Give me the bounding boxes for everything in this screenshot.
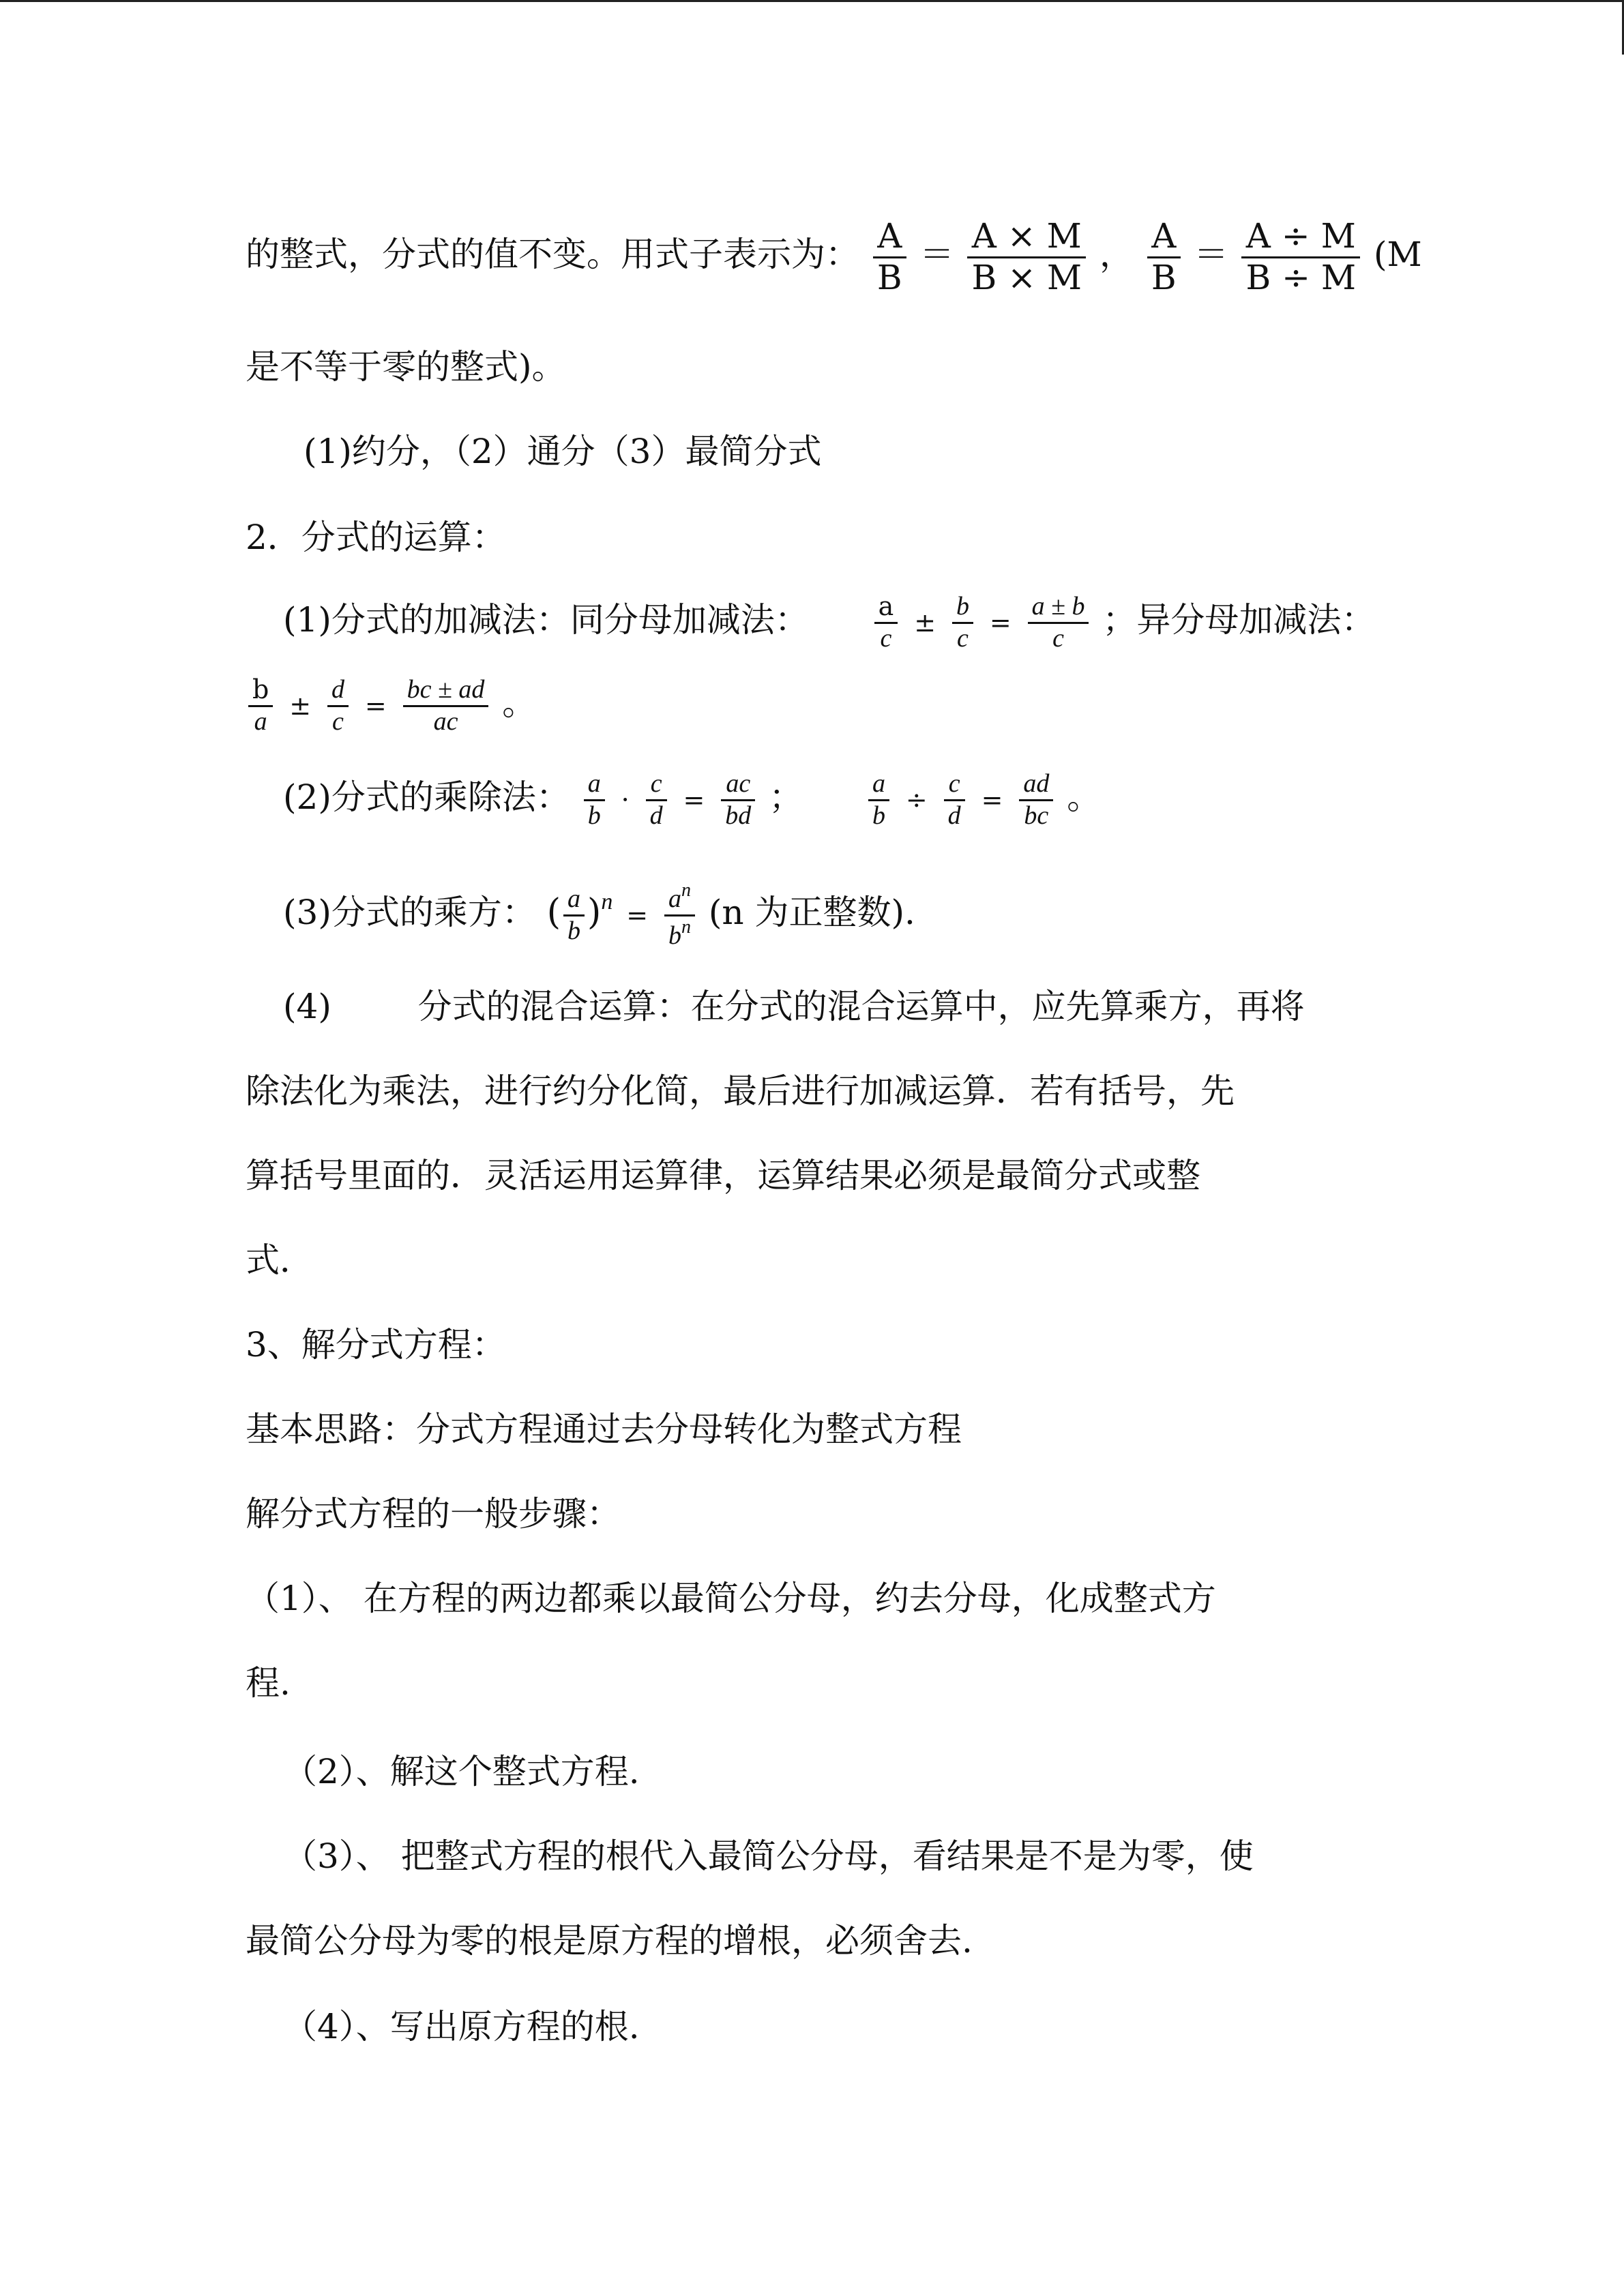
text-tail: (M xyxy=(1374,235,1422,274)
equals: = xyxy=(989,608,1012,638)
fraction-a-over-c: $\frac{a}{c}$ xyxy=(874,592,898,653)
open-paren: ( xyxy=(546,892,561,934)
line-18: （2）、解这个整式方程. xyxy=(283,1752,640,1791)
text: (2)分式的乘除法： xyxy=(283,777,570,818)
fraction-a-pm-b-over-c: $\frac{a \pm b}{c}$ xyxy=(1028,592,1089,653)
equals-sign: ＝ xyxy=(1194,235,1228,274)
comma: ， xyxy=(1099,235,1134,274)
equals: = xyxy=(364,691,387,721)
text: 分式的混合运算：在分式的混合运算中，应先算乘方，再将 xyxy=(417,987,1305,1026)
dot: · xyxy=(621,785,630,816)
fraction-ac-over-bd: $\frac{ac}{bd}$ xyxy=(721,769,755,831)
plus-minus: ± xyxy=(914,608,936,638)
line-20: 最简公分母为零的根是原方程的增根，必须舍去. xyxy=(246,1921,973,1960)
fraction-b-over-c: $\frac{b}{c}$ xyxy=(952,592,973,653)
text: 。 xyxy=(1067,777,1102,818)
line-15: 解分式方程的一般步骤： xyxy=(246,1494,621,1534)
divide: ÷ xyxy=(905,785,928,816)
line-fraction-property xyxy=(246,217,1422,297)
item-number: (4) xyxy=(283,987,331,1026)
line-mul-div xyxy=(283,769,1101,831)
fraction-bc-pm-ad-over-ac: $\frac{bc \pm ad}{ac}$ xyxy=(403,675,489,736)
fraction-c-over-d: $\frac{c}{d}$ xyxy=(646,769,667,831)
text: (3)分式的乘方： xyxy=(283,893,536,933)
text: 的整式，分式的值不变。用式子表示为： xyxy=(246,235,859,274)
line-4-heading: 2．分式的运算： xyxy=(246,518,506,557)
line-11: 算括号里面的．灵活运用运算律，运算结果必须是最简分式或整 xyxy=(246,1156,1200,1195)
line-14: 基本思路：分式方程通过去分母转化为整式方程 xyxy=(246,1410,962,1449)
line-17: 程. xyxy=(246,1663,291,1703)
close-paren: ) xyxy=(587,892,602,934)
fraction-a-div-m-over-b-div-m: $\frac{A \div M}{B \div M}$ xyxy=(1241,217,1360,297)
fraction-a-over-b: $\frac{A}{B}$ xyxy=(873,217,906,297)
line-16: （1）、 在方程的两边都乘以最简公分母，约去分母，化成整式方 xyxy=(246,1579,1216,1618)
fraction-a-over-b: $\frac{a}{b}$ xyxy=(563,884,585,946)
line-10: 除法化为乘法，进行约分化简，最后进行加减运算．若有括号，先 xyxy=(246,1071,1235,1111)
text: (n 为正整数). xyxy=(708,893,915,933)
line-19: （3）、 把整式方程的根代入最简公分母，看结果是不是为零，使 xyxy=(283,1836,1254,1876)
line-12: 式． xyxy=(246,1240,314,1280)
text: ； xyxy=(769,777,803,818)
fraction-a-over-b-2: $\frac{A}{B}$ xyxy=(1147,217,1181,297)
fraction-an-over-bn: $\frac{a^n}{b^n}$ xyxy=(664,880,695,951)
line-13-heading: 3、解分式方程： xyxy=(246,1325,506,1365)
line-add-sub xyxy=(283,592,1375,653)
equals: = xyxy=(626,900,649,931)
fraction-a-over-b: $\frac{a}{b}$ xyxy=(584,769,605,831)
equals: = xyxy=(981,785,1003,816)
equals-sign: ＝ xyxy=(919,235,954,274)
line-power xyxy=(283,880,915,951)
exponent-n: n xyxy=(601,889,613,915)
page-top-border xyxy=(0,0,1624,2)
equals: = xyxy=(683,785,705,816)
fraction-ad-over-bc: $\frac{ad}{bc}$ xyxy=(1019,769,1053,831)
fraction-d-over-c: $\frac{d}{c}$ xyxy=(327,675,349,736)
fraction-b-over-a: $\frac{b}{a}$ xyxy=(248,675,273,736)
fraction-a-over-b-2: $\frac{a}{b}$ xyxy=(868,769,889,831)
fraction-am-over-bm: $\frac{A \times M}{B \times M}$ xyxy=(967,217,1086,297)
line-mixed-ops xyxy=(283,986,1305,1027)
line-2: 是不等于零的整式)。 xyxy=(246,347,566,387)
text: (1)分式的加减法：同分母加减法： xyxy=(283,600,809,640)
plus-minus: ± xyxy=(289,691,312,721)
fraction-c-over-d-2: $\frac{c}{d}$ xyxy=(944,769,965,831)
text: ；异分母加减法： xyxy=(1102,600,1376,640)
text: 。 xyxy=(502,683,537,724)
line-3: (1)约分，（2）通分（3）最简分式 xyxy=(304,432,822,471)
line-diff-denominator xyxy=(246,675,536,736)
line-21: （4）、写出原方程的根. xyxy=(283,2007,640,2046)
